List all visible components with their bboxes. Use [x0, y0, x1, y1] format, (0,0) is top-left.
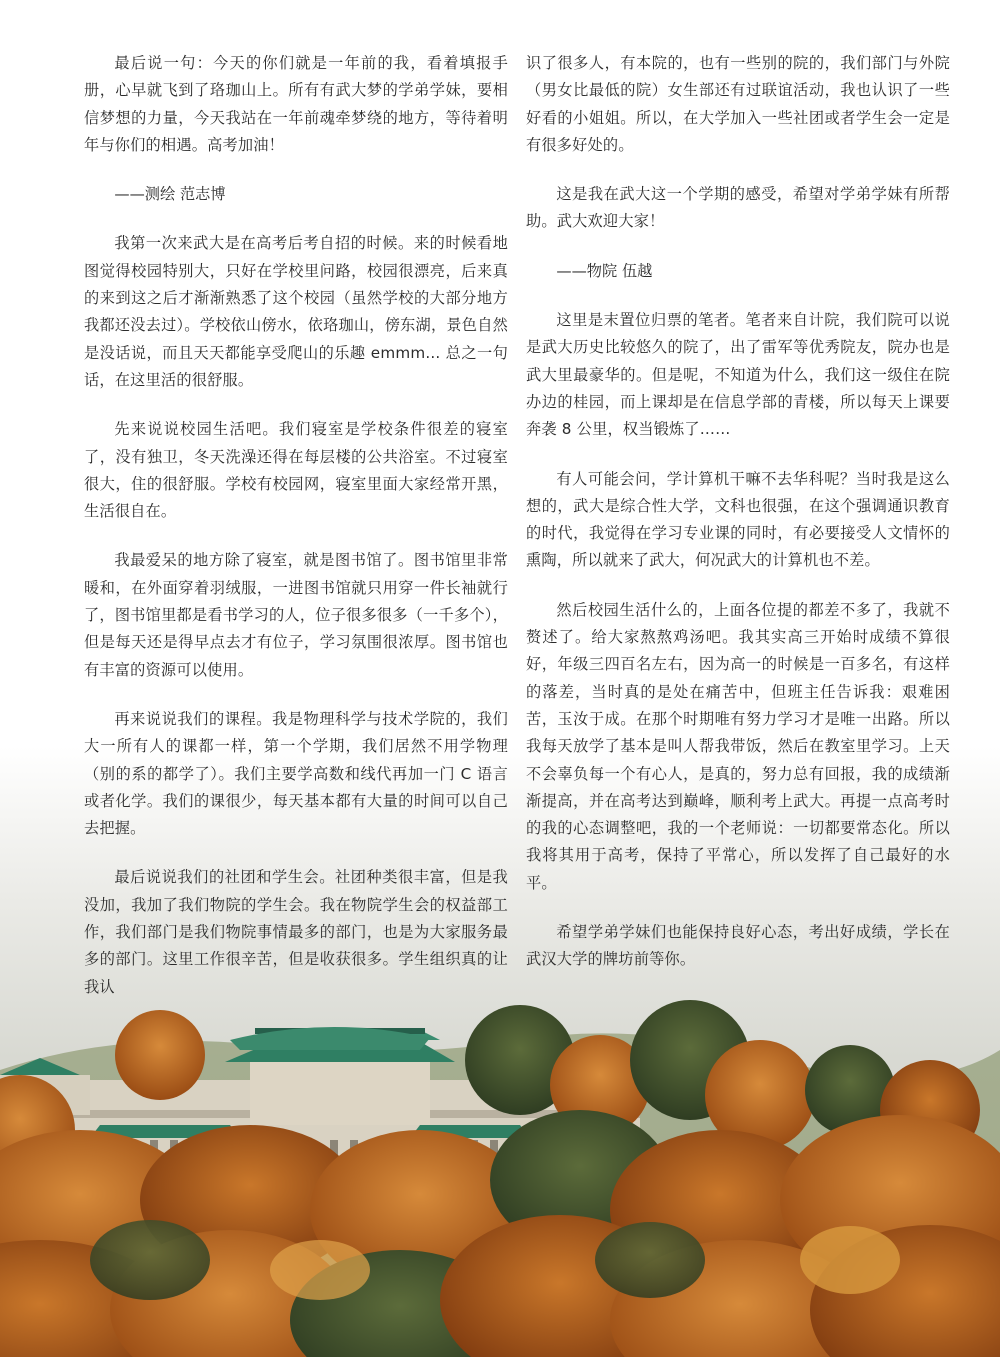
author-signature-fan: ——测绘 范志博	[114, 185, 226, 204]
author-signature-wu: ——物院 伍越	[556, 261, 653, 280]
paragraph-courses: 再来说说我们的课程。我是物理科学与技术学院的，我们大一所有人的课都一样，第一个学期，我们居然不用学物理（别的系的都学了）。我们主要学高数和线代再加一门 C 语言或者化学。我们的课很少，每天基本都有大量的时间可以自己去把握。	[84, 709, 508, 838]
left-column	[84, 50, 508, 1023]
paragraph-closing-fan: 最后说一句：今天的你们就是一年前的我，看着填报手册，心早就飞到了珞珈山上。所有有武大梦的学弟学妹，要相信梦想的力量，今天我站在一年前魂牵梦绕的地方，等待着明年与你们的相遇。高考加油！	[84, 54, 508, 154]
paragraph-clubs-continued: 识了很多人，有本院的，也有一些别的院的，我们部门与外院（男女比最低的院）女生部还有过联谊活动，我也认识了一些好看的小姐姐。所以，在大学加入一些社团或者学生会一定是有很多好处的。	[526, 54, 950, 154]
right-column	[526, 50, 950, 996]
paragraph-wishes: 希望学弟学妹们也能保持良好心态，考出好成绩，学长在武汉大学的牌坊前等你。	[526, 923, 950, 969]
autumn-trees	[0, 1000, 1000, 1357]
paragraph-clubs: 最后说说我们的社团和学生会。社团种类很丰富，但是我没加，我加了我们物院的学生会。我在物院学生会的权益部工作，我们部门是我们物院事情最多的部门，也是为大家服务最多的部门。这里工作很辛苦，但是收获很多。学生组织真的让我认	[84, 868, 508, 996]
paragraph-library: 我最爱呆的地方除了寝室，就是图书馆了。图书馆里非常暖和，在外面穿着羽绒服，一进图书馆就只用穿一件长袖就行了，图书馆里都是看书学习的人，位子很多很多（一千多个），但是每天还是得早点去才有位子，学习氛围很浓厚。图书馆也有丰富的资源可以使用。	[84, 551, 508, 679]
paragraph-dorm-life: 先来说说校园生活吧。我们寝室是学校条件很差的寝室了，没有独卫，冬天洗澡还得在每层楼的公共浴室。不过寝室很大，住的很舒服。学校有校园网，寝室里面大家经常开黑，生活很自在。	[84, 420, 508, 521]
paragraph-first-visit: 我第一次来武大是在高考后考自招的时候。来的时候看地图觉得校园特别大，只好在学校里问路，校园很漂亮，后来真的来到这之后才渐渐熟悉了这个校园（虽然学校的大部分地方我都还没去过）。学校依山傍水，依珞珈山，傍东湖，景色自然是没话说，而且天天都能享受爬山的乐趣 emmm... 总之一句话，在这里活的很舒服。	[84, 234, 508, 389]
paragraph-why-whu: 有人可能会问，学计算机干嘛不去华科呢？当时我是这么想的，武大是综合性大学，文科也很强，在这个强调通识教育的时代，我觉得在学习专业课的同时，有必要接受人文情怀的熏陶，所以就来了武大，何况武大的计算机也不差。	[526, 469, 950, 570]
paragraph-feelings: 这是我在武大这一个学期的感受，希望对学弟学妹有所帮助。武大欢迎大家！	[526, 185, 950, 231]
paragraph-advice: 然后校园生活什么的，上面各位提的都差不多了，我就不赘述了。给大家熬熬鸡汤吧。我其实高三开始时成绩不算很好，年级三四百名左右，因为高一的时候是一百多名，有这样的落差，当时真的是处在痛苦中，但班主任告诉我：艰难困苦，玉汝于成。在那个时期唯有努力学习才是唯一出路。所以我每天放学了基本是叫人帮我带饭，然后在教室里学习。上天不会辜负每一个有心人，是真的，努力总有回报，我的成绩渐渐提高，并在高考达到巅峰，顺利考上武大。再提一点高考时的我的心态调整吧，我的一个老师说：一切都要常态化。所以我将其用于高考，保持了平常心，所以发挥了自己最好的水平。	[526, 600, 950, 892]
paragraph-cs-school: 这里是末置位归票的笔者。笔者来自计院，我们院可以说是武大历史比较悠久的院了，出了雷军等优秀院友，院办也是武大里最豪华的。但是呢，不知道为什么，我们这一级住在院办边的桂园，而上课却是在信息学部的青楼，所以每天上课要奔袭 8 公里，权当锻炼了……	[526, 311, 950, 439]
